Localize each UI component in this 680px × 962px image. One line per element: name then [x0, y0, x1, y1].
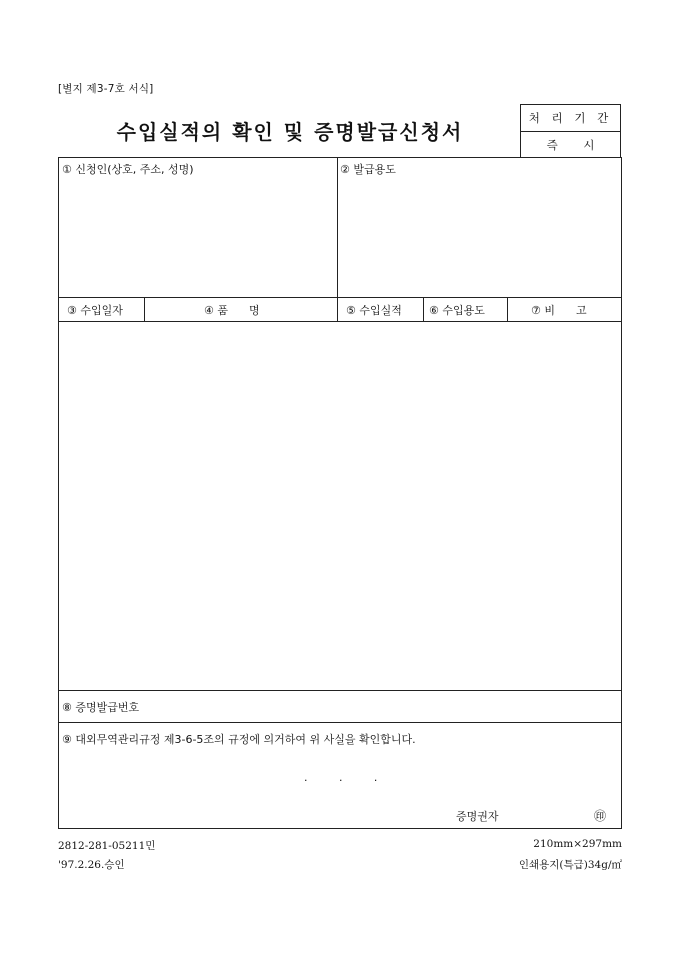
approval-date: '97.2.26.승인	[58, 859, 125, 871]
column-import-use: ⑥ 수입용도	[429, 304, 485, 317]
column-import-record: ⑤ 수입실적	[346, 304, 402, 317]
divider-col-4	[507, 297, 508, 321]
divider-applicant	[58, 297, 622, 298]
form-code: [별지 제3-7호 서식]	[58, 83, 154, 95]
divider-col-1	[144, 297, 145, 321]
divider-vertical-top	[337, 157, 338, 321]
date-marks: . . .	[304, 771, 378, 784]
column-import-date: ③ 수입일자	[67, 304, 123, 317]
certifier-label: 증명권자	[456, 810, 499, 823]
certificate-number-field: ⑧ 증명발급번호	[62, 701, 140, 714]
doc-number: 2812-281-05211민	[58, 840, 156, 852]
document-title: 수입실적의 확인 및 증명발급신청서	[116, 120, 464, 144]
divider-items	[58, 690, 622, 691]
divider-col-3	[423, 297, 424, 321]
confirmation-statement: ⑨ 대외무역관리규정 제3-6-5조의 규정에 의거하여 위 사실을 확인합니다.	[62, 733, 416, 746]
seal-mark: ㊞	[594, 809, 607, 823]
applicant-field: ① 신청인(상호, 주소, 성명)	[62, 163, 194, 176]
column-remarks: ⑦ 비 고	[531, 304, 587, 317]
form-frame	[58, 157, 622, 829]
processing-period-box	[520, 104, 621, 157]
divider-column-header	[58, 321, 622, 322]
processing-period-header: 처 리 기 간	[521, 105, 620, 132]
column-item-name: ④ 품 명	[204, 304, 260, 317]
divider-cert-number	[58, 722, 622, 723]
paper-type: 인쇄용지(특급)34g/㎡	[518, 859, 622, 871]
purpose-field: ② 발급용도	[340, 163, 396, 176]
processing-period-value: 즉 시	[546, 138, 595, 152]
paper-size: 210mm×297mm	[533, 838, 622, 850]
